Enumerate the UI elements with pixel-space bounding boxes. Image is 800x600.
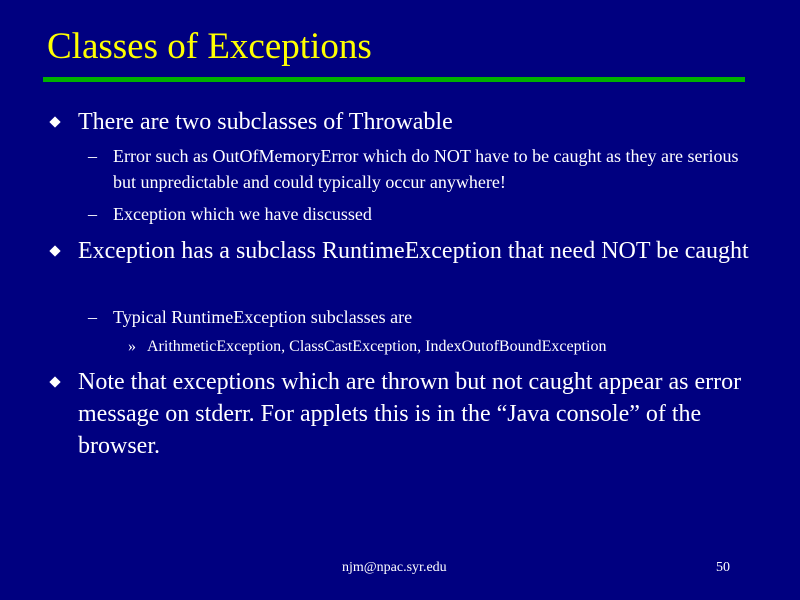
dash-bullet-icon: –: [88, 204, 97, 224]
guillemet-bullet-icon: »: [128, 338, 136, 355]
dash-bullet-icon: –: [88, 146, 97, 166]
dash-bullet-icon: –: [88, 307, 97, 327]
bullet-2-subitem-1: Typical RuntimeException subclasses are: [113, 307, 413, 327]
bullet-3-text: Note that exceptions which are thrown but not caught appear as error message on stderr. For applets this is in the “Java console” of the browser.: [78, 369, 742, 459]
bullet-2-text: Exception has a subclass RuntimeException that need NOT be caught: [78, 238, 749, 264]
footer-email: njm@npac.syr.edu: [342, 560, 447, 575]
bullet-1-subitem-2: Exception which we have discussed: [113, 204, 372, 224]
title-underline: [43, 77, 745, 82]
page-number: 50: [716, 560, 730, 575]
bullet-2-subsubitem-1: ArithmeticException, ClassCastException, IndexOutofBoundException: [147, 338, 607, 355]
diamond-bullet-icon: [49, 376, 60, 387]
bullet-1-text: There are two subclasses of Throwable: [78, 109, 453, 135]
slide-title: Classes of Exceptions: [47, 26, 372, 67]
diamond-bullet-icon: [49, 116, 60, 127]
bullet-1-subitem-1: Error such as OutOfMemoryError which do NOT have to be caught as they are serious but unpredictable and could typically occur anywhere!: [113, 146, 739, 192]
diamond-bullet-icon: [49, 245, 60, 256]
